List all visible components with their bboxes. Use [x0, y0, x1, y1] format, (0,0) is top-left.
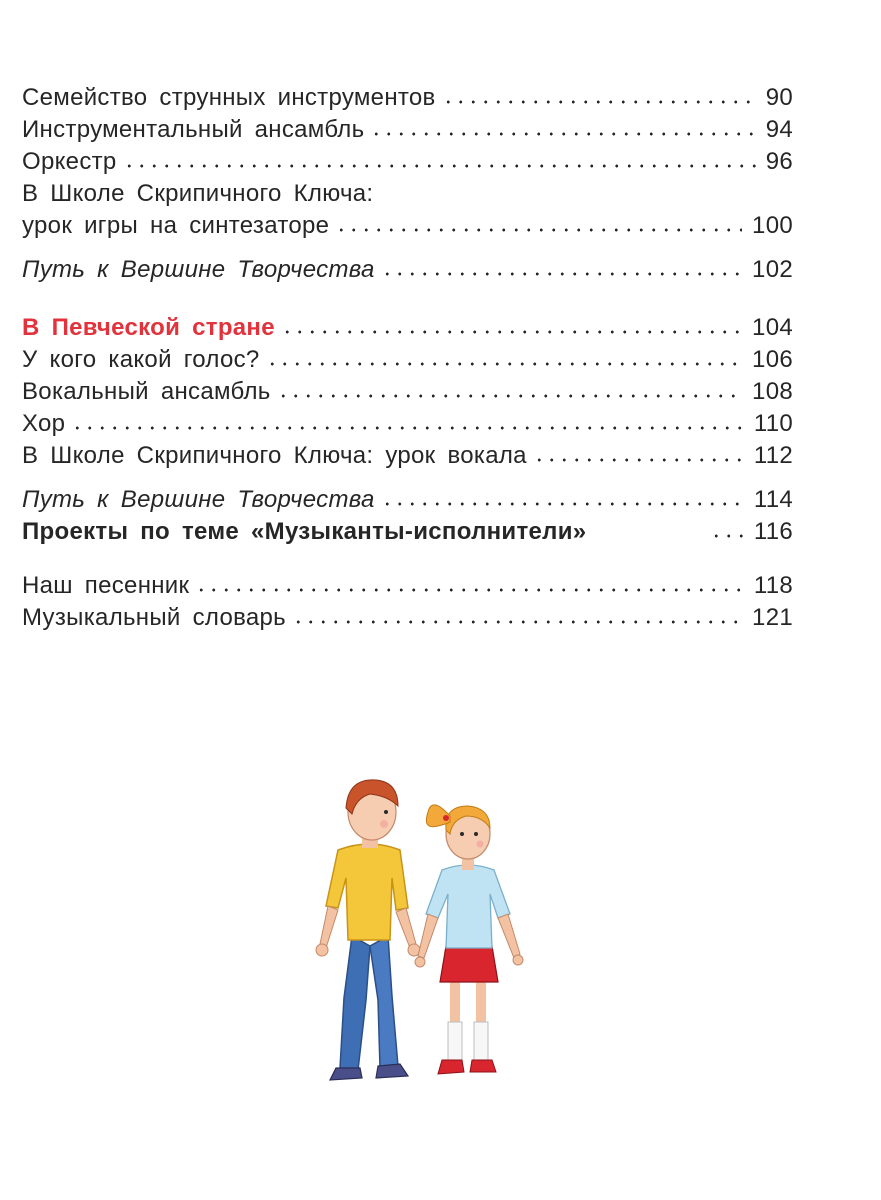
dot-leader [71, 425, 743, 431]
toc-entry-page: 94 [765, 116, 793, 143]
table-of-contents [22, 82, 793, 634]
dot-leader [710, 533, 744, 539]
toc-entry[interactable] [22, 602, 793, 634]
toc-entry-title: Хор [22, 410, 66, 437]
toc-entry[interactable] [22, 484, 793, 516]
toc-entry[interactable] [22, 254, 793, 286]
toc-entry-page: 114 [753, 486, 793, 513]
toc-entry-projects[interactable] [22, 516, 793, 548]
toc-entry-page: 106 [752, 346, 793, 373]
toc-entry-title: В Школе Скрипичного Ключа: урок вокала [22, 442, 527, 469]
toc-entry-page: 112 [753, 442, 793, 469]
dot-leader [533, 457, 744, 463]
toc-entry-page: 118 [753, 572, 793, 599]
toc-entry-title: Вокальный ансамбль [22, 378, 271, 405]
dot-leader [442, 99, 756, 105]
toc-entry-page: 121 [752, 604, 793, 631]
dot-leader [281, 329, 742, 335]
toc-entry-page: 110 [753, 410, 793, 437]
toc-entry-title: Наш песенник [22, 572, 190, 599]
toc-entry-page: 104 [752, 314, 793, 341]
toc-entry[interactable] [22, 408, 793, 440]
children-illustration [300, 768, 540, 1098]
toc-entry-title: Оркестр [22, 148, 117, 175]
toc-entry-title: Семейство струнных инструментов [22, 84, 436, 111]
toc-entry-title: Инструментальный ансамбль [22, 116, 365, 143]
toc-entry-title: В Певческой стране [22, 314, 275, 341]
toc-entry[interactable] [22, 344, 793, 376]
toc-entry[interactable] [22, 146, 793, 178]
toc-entry[interactable] [22, 114, 793, 146]
toc-entry-line2[interactable] [22, 210, 793, 242]
dot-leader [381, 271, 742, 277]
dot-leader [277, 393, 742, 399]
spacer [22, 472, 793, 484]
spacer [22, 286, 793, 312]
toc-entry-title: Проекты по теме «Музыканты-исполнители» [22, 518, 587, 545]
spacer [22, 242, 793, 254]
toc-entry-page: 96 [765, 148, 793, 175]
dot-leader [335, 227, 742, 233]
toc-entry-line1[interactable] [22, 178, 793, 210]
toc-entry-title: Музыкальный словарь [22, 604, 286, 631]
toc-entry-page: 90 [765, 84, 793, 111]
toc-entry[interactable] [22, 82, 793, 114]
toc-entry-page: 100 [752, 212, 793, 239]
dot-leader [123, 163, 756, 169]
dot-leader [195, 587, 744, 593]
toc-entry-title: У кого какой голос? [22, 346, 260, 373]
girl-figure [415, 805, 523, 1074]
toc-entry[interactable] [22, 570, 793, 602]
toc-entry-page: 102 [752, 256, 793, 283]
toc-entry[interactable] [22, 376, 793, 408]
dot-leader [370, 131, 755, 137]
toc-entry-title: В Школе Скрипичного Ключа: [22, 180, 374, 207]
boy-figure [316, 780, 420, 1080]
toc-entry-page: 116 [753, 518, 793, 545]
dot-leader [266, 361, 742, 367]
toc-entry-title: Путь к Вершине Творчества [22, 256, 375, 283]
toc-entry-title: Путь к Вершине Творчества [22, 486, 375, 513]
spacer [22, 548, 793, 570]
dot-leader [381, 501, 744, 507]
toc-entry[interactable] [22, 440, 793, 472]
toc-entry-title: урок игры на синтезаторе [22, 212, 330, 239]
dot-leader [292, 619, 742, 625]
toc-section-heading[interactable] [22, 312, 793, 344]
toc-entry-page: 108 [752, 378, 793, 405]
